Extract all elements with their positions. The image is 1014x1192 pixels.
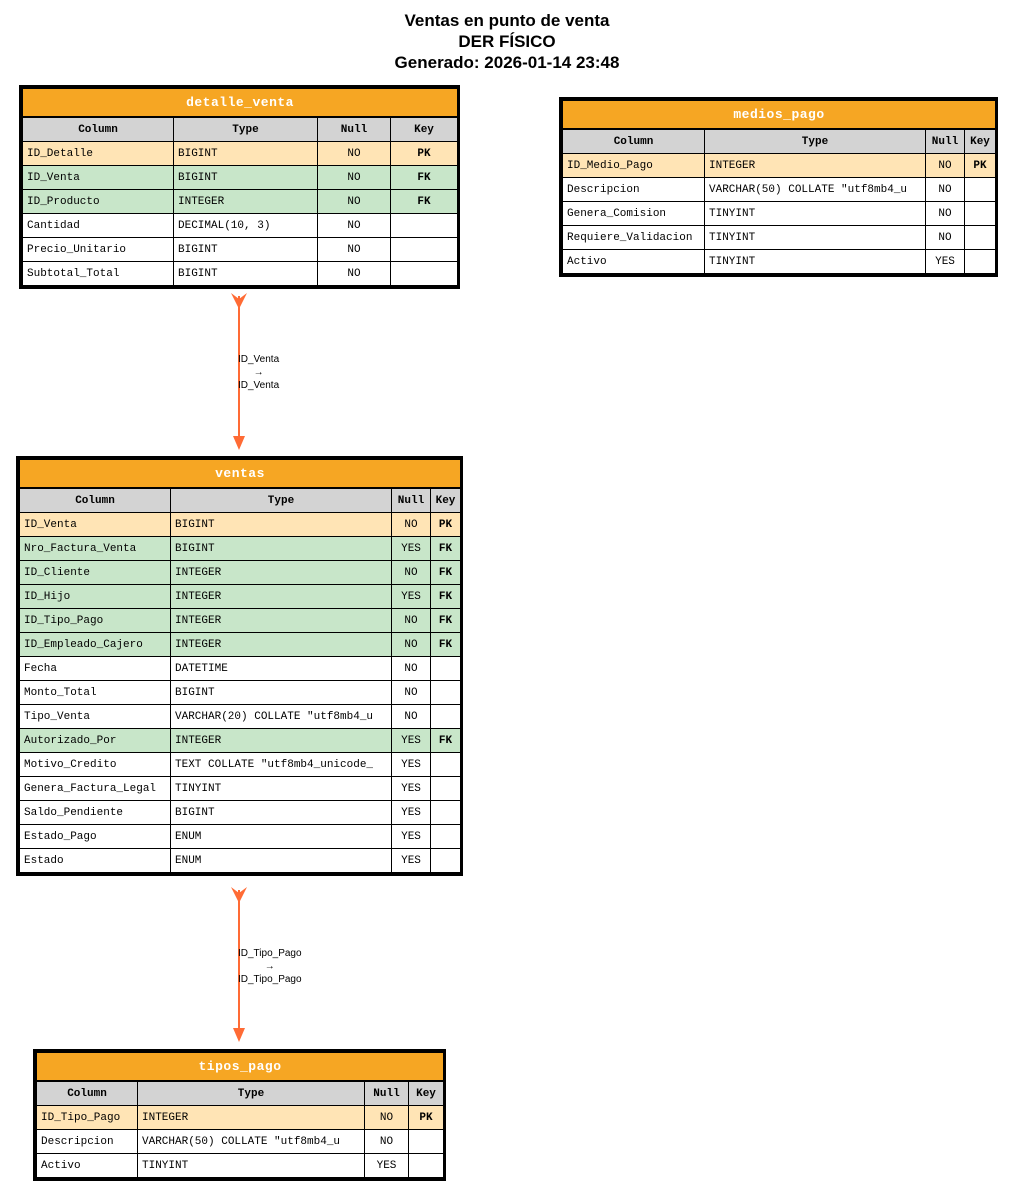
table-row [20, 513, 461, 537]
column-key-cell: FK [391, 166, 458, 190]
rel-arrow: → [264, 961, 275, 972]
column-type-cell: INTEGER [171, 585, 392, 609]
column-name-cell: Precio_Unitario [23, 238, 174, 262]
column-name-cell: Saldo_Pendiente [20, 801, 171, 825]
column-null-cell: YES [365, 1154, 409, 1178]
column-key-cell [391, 238, 458, 262]
column-name-cell: ID_Empleado_Cajero [20, 633, 171, 657]
relationship-label [238, 353, 279, 392]
column-null-cell: YES [392, 537, 431, 561]
column-name-cell: ID_Cliente [20, 561, 171, 585]
column-null-cell: NO [926, 202, 965, 226]
column-key-cell: FK [431, 633, 461, 657]
column-null-cell: NO [365, 1106, 409, 1130]
column-key-cell [431, 777, 461, 801]
column-name-cell: ID_Tipo_Pago [20, 609, 171, 633]
column-key-cell [409, 1154, 444, 1178]
table-row [20, 657, 461, 681]
column-null-cell: NO [926, 154, 965, 178]
column-key-cell [965, 202, 996, 226]
column-null-cell: NO [392, 705, 431, 729]
column-null-cell: NO [392, 561, 431, 585]
column-type-cell: BIGINT [174, 262, 318, 286]
column-key-cell [965, 250, 996, 274]
column-type-cell: BIGINT [171, 681, 392, 705]
column-key-cell [431, 801, 461, 825]
table-row [563, 202, 996, 226]
column-key-cell: FK [431, 537, 461, 561]
type-header: Type [705, 129, 926, 154]
column-key-cell: FK [431, 729, 461, 753]
column-name-cell: Descripcion [563, 178, 705, 202]
column-type-cell: TINYINT [171, 777, 392, 801]
table-row [37, 1154, 444, 1178]
column-key-cell: PK [431, 513, 461, 537]
column-null-cell: YES [392, 801, 431, 825]
table-row [23, 142, 458, 166]
column-type-cell: TEXT COLLATE "utf8mb4_unicode_ [171, 753, 392, 777]
column-name-cell: ID_Venta [23, 166, 174, 190]
column-name-cell: Cantidad [23, 214, 174, 238]
column-key-cell: FK [431, 585, 461, 609]
column-type-cell: TINYINT [705, 250, 926, 274]
column-type-cell: BIGINT [171, 513, 392, 537]
table-row [20, 777, 461, 801]
column-name-cell: Descripcion [37, 1130, 138, 1154]
type-header: Type [171, 488, 392, 513]
column-key-cell [431, 849, 461, 873]
entity-title: ventas [20, 460, 461, 489]
column-type-cell: ENUM [171, 849, 392, 873]
title-line-1: Ventas en punto de venta [404, 11, 610, 30]
column-type-cell: DECIMAL(10, 3) [174, 214, 318, 238]
null-header: Null [926, 129, 965, 154]
column-header: Column [563, 129, 705, 154]
column-key-cell [431, 681, 461, 705]
column-key-cell [431, 753, 461, 777]
column-type-cell: DATETIME [171, 657, 392, 681]
column-type-cell: INTEGER [705, 154, 926, 178]
column-type-cell: INTEGER [171, 609, 392, 633]
column-type-cell: INTEGER [171, 561, 392, 585]
column-null-cell: NO [926, 178, 965, 202]
column-null-cell: YES [926, 250, 965, 274]
column-type-cell: TINYINT [705, 202, 926, 226]
column-type-cell: INTEGER [138, 1106, 365, 1130]
rel-arrow: → [253, 367, 264, 378]
rel-from-column: ID_Tipo_Pago [238, 948, 302, 959]
table-row [20, 729, 461, 753]
table-row [37, 1106, 444, 1130]
column-null-cell: NO [392, 657, 431, 681]
column-key-cell: FK [431, 561, 461, 585]
column-type-cell: ENUM [171, 825, 392, 849]
column-name-cell: Activo [37, 1154, 138, 1178]
column-key-cell: PK [965, 154, 996, 178]
column-type-cell: BIGINT [174, 166, 318, 190]
table-row [20, 633, 461, 657]
entity-title: medios_pago [563, 101, 996, 130]
column-null-cell: NO [318, 214, 391, 238]
column-type-cell: INTEGER [174, 190, 318, 214]
key-header: Key [409, 1081, 444, 1106]
column-name-cell: Genera_Factura_Legal [20, 777, 171, 801]
column-null-cell: NO [318, 262, 391, 286]
column-type-cell: VARCHAR(50) COLLATE "utf8mb4_u [138, 1130, 365, 1154]
column-null-cell: YES [392, 585, 431, 609]
column-type-cell: BIGINT [174, 238, 318, 262]
entity-title: tipos_pago [37, 1053, 444, 1082]
table-row [20, 537, 461, 561]
column-null-cell: NO [318, 238, 391, 262]
column-key-cell [431, 705, 461, 729]
table-row [563, 226, 996, 250]
column-type-cell: TINYINT [138, 1154, 365, 1178]
column-type-cell: INTEGER [171, 633, 392, 657]
rel-to-column: ID_Tipo_Pago [238, 974, 302, 985]
column-key-cell [431, 825, 461, 849]
column-name-cell: Motivo_Credito [20, 753, 171, 777]
type-header: Type [138, 1081, 365, 1106]
entity-ventas[interactable] [16, 456, 463, 876]
arrowhead-icon [233, 436, 245, 450]
table-row [23, 262, 458, 286]
column-name-cell: Nro_Factura_Venta [20, 537, 171, 561]
null-header: Null [392, 488, 431, 513]
column-name-cell: ID_Hijo [20, 585, 171, 609]
column-type-cell: BIGINT [171, 537, 392, 561]
column-name-cell: Autorizado_Por [20, 729, 171, 753]
type-header: Type [174, 117, 318, 142]
table-row [563, 250, 996, 274]
table-row [23, 190, 458, 214]
column-type-cell: VARCHAR(20) COLLATE "utf8mb4_u [171, 705, 392, 729]
column-name-cell: Requiere_Validacion [563, 226, 705, 250]
entity-tipos-pago[interactable] [33, 1049, 446, 1181]
table-row [37, 1130, 444, 1154]
column-null-cell: YES [392, 729, 431, 753]
column-key-cell [409, 1130, 444, 1154]
column-key-cell: FK [431, 609, 461, 633]
title-line-2: DER FÍSICO [458, 32, 556, 51]
column-key-cell: PK [391, 142, 458, 166]
column-header: Column [23, 117, 174, 142]
table-row [23, 214, 458, 238]
column-null-cell: NO [318, 142, 391, 166]
column-null-cell: YES [392, 825, 431, 849]
arrowhead-icon [233, 1028, 245, 1042]
column-name-cell: Estado_Pago [20, 825, 171, 849]
column-header: Column [20, 488, 171, 513]
column-name-cell: Fecha [20, 657, 171, 681]
column-null-cell: NO [392, 513, 431, 537]
column-name-cell: Subtotal_Total [23, 262, 174, 286]
entity-detalle-venta[interactable] [19, 85, 460, 289]
table-row [563, 178, 996, 202]
column-null-cell: NO [926, 226, 965, 250]
column-null-cell: NO [365, 1130, 409, 1154]
column-null-cell: NO [318, 166, 391, 190]
column-name-cell: ID_Medio_Pago [563, 154, 705, 178]
table-row [20, 585, 461, 609]
table-row [20, 753, 461, 777]
column-null-cell: NO [392, 681, 431, 705]
title-line-3: Generado: 2026-01-14 23:48 [394, 53, 620, 72]
key-header: Key [431, 488, 461, 513]
table-row [20, 681, 461, 705]
column-type-cell: VARCHAR(50) COLLATE "utf8mb4_u [705, 178, 926, 202]
null-header: Null [318, 117, 391, 142]
column-name-cell: ID_Detalle [23, 142, 174, 166]
column-name-cell: Genera_Comision [563, 202, 705, 226]
column-name-cell: ID_Producto [23, 190, 174, 214]
column-type-cell: TINYINT [705, 226, 926, 250]
column-key-cell [965, 178, 996, 202]
column-header: Column [37, 1081, 138, 1106]
column-null-cell: NO [392, 633, 431, 657]
column-key-cell: FK [391, 190, 458, 214]
table-row [20, 825, 461, 849]
column-key-cell [431, 657, 461, 681]
column-null-cell: YES [392, 849, 431, 873]
column-type-cell: BIGINT [171, 801, 392, 825]
column-name-cell: ID_Tipo_Pago [37, 1106, 138, 1130]
column-name-cell: ID_Venta [20, 513, 171, 537]
null-header: Null [365, 1081, 409, 1106]
entity-title: detalle_venta [23, 89, 458, 118]
table-row [20, 705, 461, 729]
relationship-label [238, 947, 302, 986]
rel-to-column: ID_Venta [238, 380, 280, 391]
column-name-cell: Estado [20, 849, 171, 873]
table-row [20, 561, 461, 585]
column-null-cell: YES [392, 777, 431, 801]
column-key-cell [391, 262, 458, 286]
table-row [20, 849, 461, 873]
key-header: Key [965, 129, 996, 154]
table-row [20, 801, 461, 825]
table-row [563, 154, 996, 178]
column-name-cell: Tipo_Venta [20, 705, 171, 729]
column-type-cell: INTEGER [171, 729, 392, 753]
entity-medios-pago[interactable] [559, 97, 998, 277]
column-name-cell: Activo [563, 250, 705, 274]
column-type-cell: BIGINT [174, 142, 318, 166]
column-name-cell: Monto_Total [20, 681, 171, 705]
table-row [20, 609, 461, 633]
table-row [23, 166, 458, 190]
rel-from-column: ID_Venta [238, 354, 280, 365]
column-null-cell: NO [392, 609, 431, 633]
key-header: Key [391, 117, 458, 142]
column-null-cell: NO [318, 190, 391, 214]
column-key-cell [391, 214, 458, 238]
column-key-cell [965, 226, 996, 250]
column-null-cell: YES [392, 753, 431, 777]
column-key-cell: PK [409, 1106, 444, 1130]
table-row [23, 238, 458, 262]
